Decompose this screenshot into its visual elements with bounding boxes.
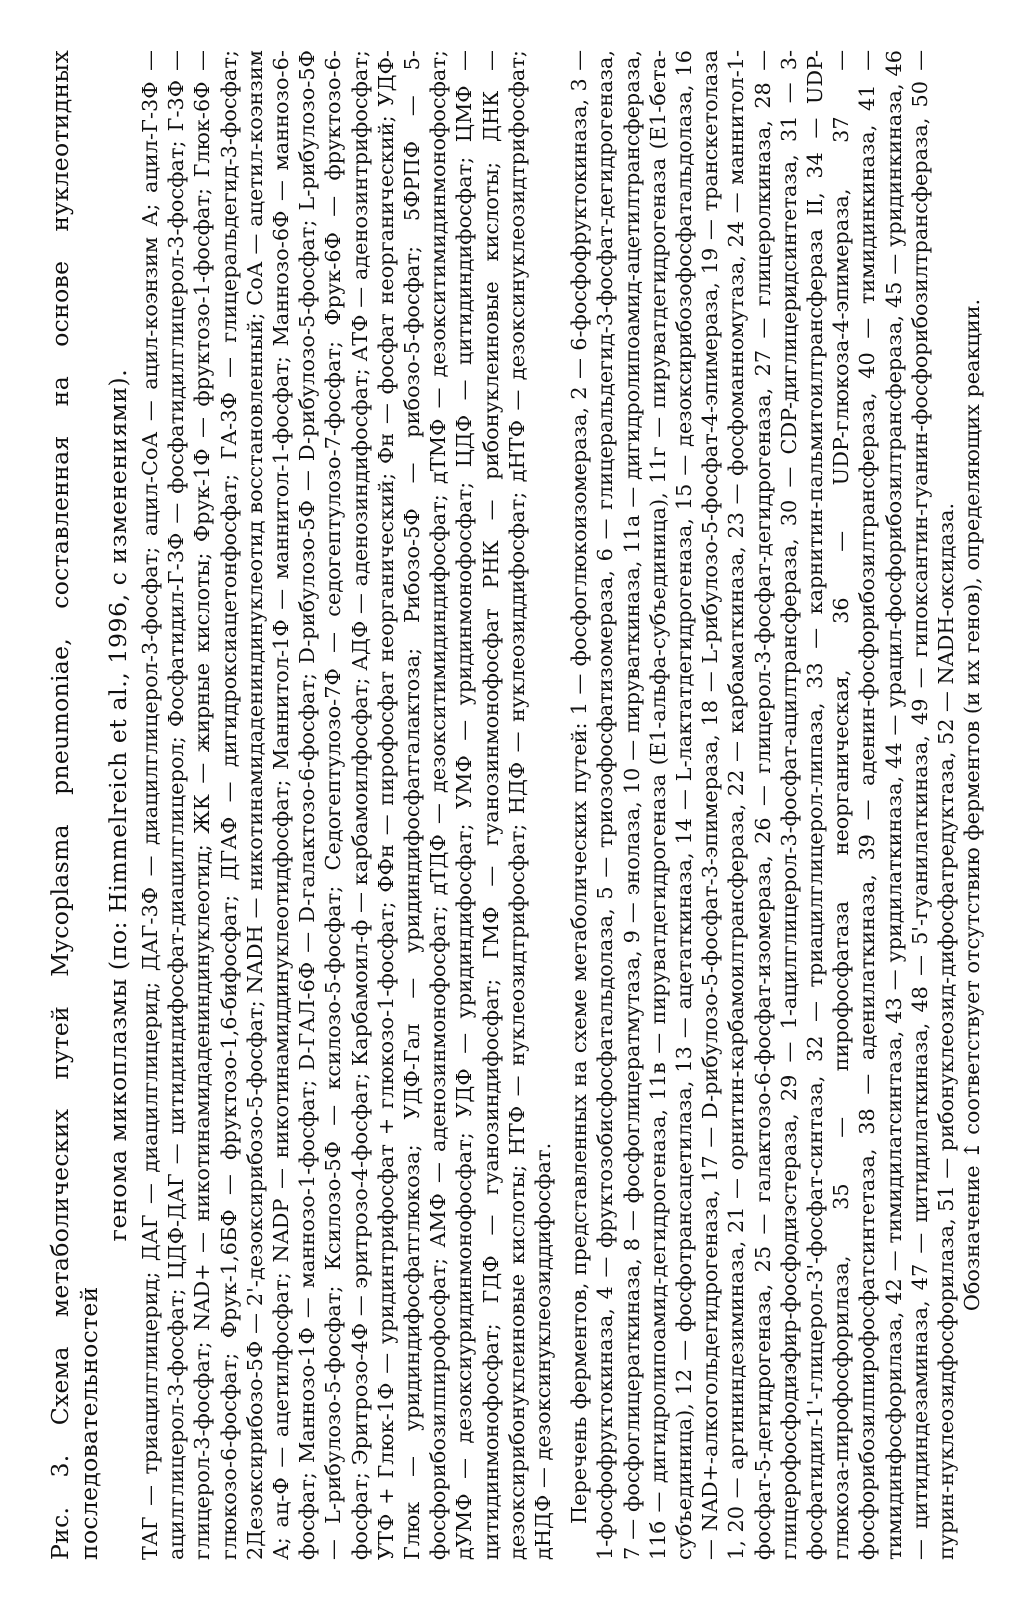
symbol-note: Обозначение ↥ соответствует отсутствию ферментов (и их генов), определяющих реакции. bbox=[960, 298, 985, 1312]
abbreviations-legend: ТАГ — триацилглицерид; ДАГ — диацилглицерид; ДАГ-3Ф — диацилглицерол-3-фосфат; ацил-СоА — ацил-коэнзим А; ацил-Г-3Ф — ацилглицерол-3-фосфат; ЦДФ-ДАГ — цитидиндифосфат-диацилглицерол; Фосфатидил-Г-3Ф — фосфатидилглицерол-3-фосфат; Г-3Ф — глицерол-3-фосфат; NAD+ — никотинамидадениндинуклеотид; ЖК — жирные кислоты; Фрук-1Ф — фруктозо-1-фосфат; Глюк-6Ф — глюкозо-6-фосфат; Фрук-1,6БФ — фруктозо-1,6-бифосфат; ДГАФ — дигидроксиацетонфосфат; ГА-3Ф — глицеральдегид-3-фосфат; 2Дезоксирибозо-5Ф — 2'-дезоксирибозо-5-фосфат; NADH — никотинамидадениндинуклеотид восстановленный; СоА — ацетил-коэнзим А; ац-Ф — ацетилфосфат; NADP — никотинамиддинуклеотидфосфат; Маннитол-1Ф — маннитол-1-фосфат; Маннозо-6Ф — маннозо-6-фосфат; Маннозо-1Ф — маннозо-1-фосфат; D-ГАЛ-6Ф — D-галактозо-6-фосфат; D-рибулозо-5Ф — D-рибулозо-5-фосфат; L-рибулозо-5Ф — L-рибулозо-5-фосфат; Ксилозо-5Ф — ксилозо-5-фосфат; Седогептулозо-7Ф — седогептулозо-7-фосфат; Фрук-6Ф — фруктозо-6-фосфат; Эритрозо-4Ф — эритрозо-4-фосфат; Карбамоил-ф — карбамоилфосфат; АДФ — аденозиндифосфат; АТФ — аденозинтрифосфат; УТФ + Глюк-1Ф — уридинтрифосфат + глюкозо-1-фосфат; ФФн — пирофосфат неорганический; Фн — фосфат неорганический; УДФ-Глюк — уридиндифосфатглюкоза; УДФ-Гал — уридиндифосфатгалактоза; Рибозо-5Ф — рибозо-5-фосфат; 5ФРПФ — 5-фосфорибозилпирофосфат; АМФ — аденозинмонофосфат; дТДФ — дезокситимидиндифосфат; дТМФ — дезокситимидинмонофосфат; дУМФ — дезоксиуридинмонофосфат; УДФ — уридиндифосфат; УМФ — уридинмонофосфат; ЦДФ — цитидиндифосфат; ЦМФ — цитидинмонофосфат; ГДФ — гуанозиндифосфат; ГМФ — гуанозинмонофосфат РНК — рибонуклеиновые кислоты; ДНК — дезоксирибонуклеиновые кислоты; НТФ — нуклеозидтрифосфат; НДФ — нуклеозиддифосфат; дНТФ — дезоксинуклеозидтрифосфат; дНДФ — дезоксинуклеозиддифосфат. bbox=[138, 50, 556, 1560]
caption-line-2: генома микоплазмы (по: Himmelreich et al., 1996, с изменениями). bbox=[104, 368, 132, 1242]
enzyme-list: Перечень ферментов, представленных на схеме метаболических путей: 1 — фосфоглюкоизомераза, 2 — 6-фосфофруктокиназа, 3 — 1-фосфофруктокиназа, 4 — фруктозобисфосфатальдолаза, 5 — триозофосфатизомераза, 6 — глицеральдегид-3-фосфат-дегидрогеназа, 7 — фосфоглицераткиназа, 8 — фосфоглицератмутаза, 9 — энолаза, 10 — пируваткиназа, 11а — дигидролипоамид-ацетилтрансфераза, 11б — дигидролипоамид-дегидрогеназа, 11в — пируватдегидрогеназа (Е1-альфа-субъединица), 11г — пируватдегидрогеназа (Е1-бета-субъединица), 12 — фосфотрансацетилаза, 13 — ацетаткиназа, 14 — L-лактатдегидрогеназа, 15 — дезоксирибозофосфатальдолаза, 16 — NAD+-алкогольдегидрогеназа, 17 — D-рибулозо-5-фосфат-3-эпимераза, 18 — L-рибулозо-5-фосфат-4-эпимераза, 19 — транскетолаза 1, 20 — аргининдезиминаза, 21 — орнитин-карбамоилтрансфераза, 22 — карбаматкиназа, 23 — фосфоманномутаза, 24 — маннитол-1-фосфат-5-дегидрогеназа, 25 — галактозо-6-фосфат-изомераза, 26 — глицерол-3-фосфат-дегидрогеназа, 27 — глицеролкиназа, 28 — глицерофосфодиэфир-фосфодиэстераза, 29 — 1-ацилглицерол-3-фосфат-ацилтрансфераза, 30 — CDP-диглицеридсинтетаза, 31 — 3-фосфатидил-1'-глицерол-3'-фосфат-синтаза, 32 — триацилглицерол-липаза, 33 — карнитин-пальмитоилтрансфераза II, 34 — UDP-глюкоза-пирофосфорилаза, 35 — пирофосфатаза неорганическая, 36 — UDP-глюкоза-4-эпимераза, 37 — фосфорибозилпирофосфатсинтетаза, 38 — аденилаткиназа, 39 — аденин-фосфорибозилтрансфераза, 40 — тимидинкиназа, 41 — тимидинфосфорилаза, 42 — тимидилатсинтаза, 43 — уридилаткиназа, 44 — урацил-фосфорибозилтрансфераза, 45 — уридинкиназа, 46 — цитидиндезаминаза, 47 — цитидилаткиназа, 48 — 5'-гуанилаткиназа, 49 — гипоксантин-гуанин-фосфорибозилтрансфераза, 50 — пурин-нуклеозидфосфорилаза, 51 — рибонуклеозид-дифосфатредуктаза, 52 — NADH-оксидаза. bbox=[567, 50, 959, 1560]
caption-line-1: Рис. 3. Схема метаболических путей Mycoplasma pneumoniae, составленная на основе нуклеотидных последовательностей bbox=[46, 50, 103, 1560]
figure-caption bbox=[46, 50, 133, 1560]
rotated-document-page bbox=[40, 40, 1000, 1570]
